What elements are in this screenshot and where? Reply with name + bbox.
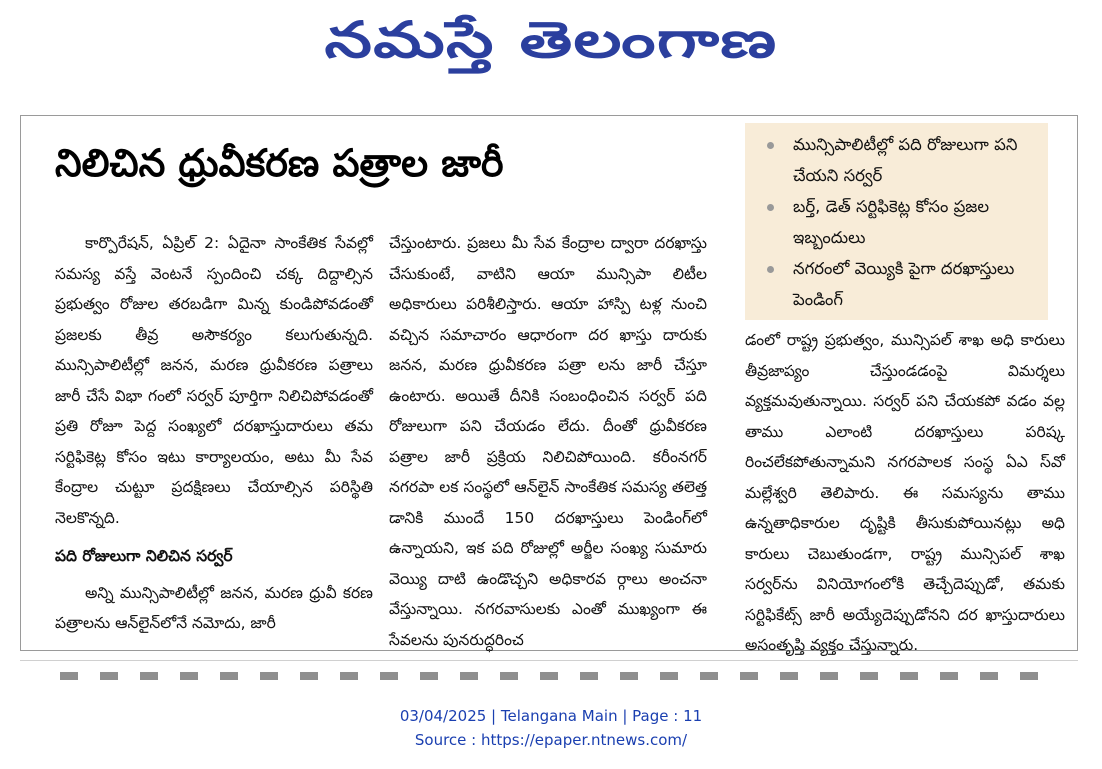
article-column-3 bbox=[745, 325, 1065, 661]
page-divider bbox=[20, 660, 1078, 661]
article-paragraph: కార్పొరేషన్, ఏప్రిల్ 2: ఏదైనా సాంకేతిక సేవల్లో సమస్య వస్తే వెంటనే స్పందించి చక్క దిద్దాల్సిన ప్రభుత్వం రోజుల తరబడిగా మిన్న కుండిపోవడంతో ప్రజలకు తీవ్ర అసౌకర్యం కలుగుతున్నది. మున్సిపాలిటీల్లో జనన, మరణ ధ్రువీకరణ పత్రాలు జారీ చేసే విభా గంలో సర్వర్ పూర్తిగా నిలిచిపోవడంతో ప్రతి రోజూ పెద్ద సంఖ్యలో దరఖాస్తుదారులు తమ సర్టిఫికెట్ల కోసం ఇటు కార్యాలయం, అటు మీ సేవ కేంద్రాల చుట్టూ ప్రదక్షిణలు చేయాల్సిన పరిస్థితి నెలకొన్నది. bbox=[55, 234, 373, 527]
highlights-box bbox=[745, 123, 1048, 320]
highlight-item: మున్సిపాలిటీల్లో పది రోజులుగా పని చేయని సర్వర్ bbox=[763, 129, 1038, 191]
article-paragraph: డంలో రాష్ట్ర ప్రభుత్వం, మున్సిపల్ శాఖ అధి కారులు తీవ్రజాప్యం చేస్తుండడంపై విమర్శలు వ్యక్తమవుతున్నాయి. సర్వర్ పని చేయకపో వడం వల్ల తాము ఎలాంటి దరఖాస్తులు పరిష్క రించలేకపోతున్నామని నగరపాలక సంస్థ ఏఎ స్‌వో మల్లేశ్వరి తెలిపారు. ఈ సమస్యను తాము ఉన్నతాధికారుల దృష్టికి తీసుకుపోయినట్లు అధి కారులు చెబుతుండగా, రాష్ట్ర మున్సిపల్ శాఖ సర్వర్‌ను వినియోగంలోకి తెచ్చేదెప్పుడో, తమకు సర్టిఫికేట్స్ జారీ అయ్యేదెప్పుడోనని దర ఖాస్తుదారులు అసంతృప్తి వ్యక్తం చేస్తున్నారు. bbox=[745, 331, 1065, 654]
article-paragraph: చేస్తుంటారు. ప్రజలు మీ సేవ కేంద్రాల ద్వారా దరఖాస్తు చేసుకుంటే, వాటిని ఆయా మున్సిపా లిటీల అధికారులు పరిశీలిస్తారు. ఆయా హాస్పి టళ్ల నుంచి వచ్చిన సమాచారం ఆధారంగా దర ఖాస్తు దారుకు జనన, మరణ ధ్రువీకరణ పత్రా లను జారీ చేస్తూ ఉంటారు. అయితే దీనికి సంబంధించిన సర్వర్ పది రోజులుగా పని చేయడం లేదు. దీంతో ధ్రువీకరణ పత్రాల జారీ ప్రక్రియ నిలిచిపోయింది. కరీంనగర్ నగరపా లక సంస్థలో ఆన్‌లైన్ సాంకేతిక సమస్య తలెత్త డానికి ముందే 150 దరఖాస్తులు పెండింగ్‌లో ఉన్నాయని, ఇక పది రోజుల్లో అర్జీల సంఖ్య సుమారు వెయ్యి దాటి ఉండొచ్చని అధికారవ ర్గాలు అంచనా వేస్తున్నాయి. నగరవాసులకు ఎంతో ముఖ్యంగా ఈ సేవలను పునరుద్ధరించ bbox=[389, 234, 707, 649]
newspaper-masthead: నమస్తే తెలంగాణ bbox=[324, 11, 778, 69]
article-paragraph: అన్ని మున్సిపాలిటీల్లో జనన, మరణ ధ్రువీ కరణ పత్రాలను ఆన్‌లైన్‌లోనే నమోదు, జారీ bbox=[55, 583, 373, 632]
footer-source-link[interactable]: Source : https://epaper.ntnews.com/ bbox=[414, 731, 688, 749]
next-article-cutoff bbox=[60, 672, 1060, 688]
article-subheading: పది రోజులుగా నిలిచిన సర్వర్ bbox=[55, 547, 233, 565]
article-column-2 bbox=[389, 228, 707, 655]
article-headline: నిలిచిన ధ్రువీకరణ పత్రాల జారీ bbox=[55, 141, 504, 185]
highlight-item: బర్త్, డెత్ సర్టిఫికెట్ల కోసం ప్రజల ఇబ్బందులు bbox=[763, 191, 1038, 253]
article-column-1 bbox=[55, 228, 373, 639]
footer-date-page: 03/04/2025 | Telangana Main | Page : 11 bbox=[399, 707, 703, 725]
highlight-item: నగరంలో వెయ్యికి పైగా దరఖాస్తులు పెండింగ్ bbox=[763, 253, 1038, 315]
